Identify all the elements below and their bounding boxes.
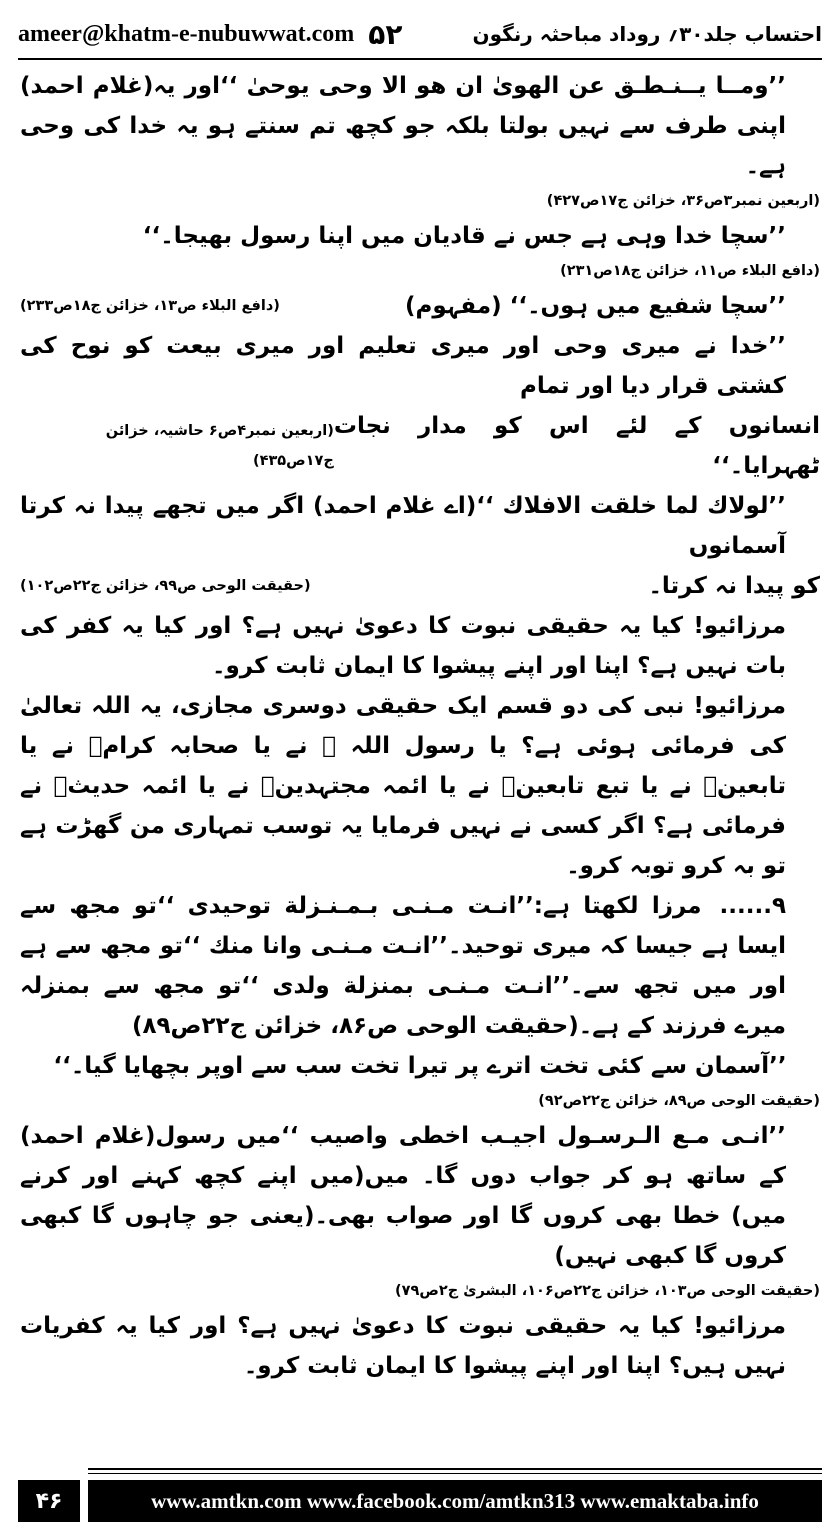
paragraph: مرزائیو! کیا یہ حقیقی نبوت کا دعویٰ نہیں ہے؟ اور کیا یہ کفریات نہیں ہیں؟ اپنا اور اپنے پیشوا کا ایمان ثابت کرو۔: [20, 1313, 786, 1379]
paragraph-with-reference: [20, 286, 820, 326]
page-header: [18, 14, 822, 54]
paragraph-with-reference: [20, 406, 820, 486]
footer-divider: [88, 1468, 822, 1470]
header-page-number: ۵۲: [368, 17, 403, 51]
header-email: ameer@khatm-e-nubuwwat.com: [18, 20, 355, 47]
reference: (حقیقت الوحی ص۹۹، خزائن ج۲۲ص۱۰۲): [20, 578, 311, 594]
paragraph: ’’ومــا یــنـطـق عن الهوىٰ ان هو الا وحى يوحىٰ ‘‘اور یہ(غلام احمد) اپنی طرف سے نہیں بولتا بلکہ جو کچھ تم سنتے ہو یہ خدا کی وحی ہے۔: [20, 73, 786, 179]
paragraph: ’’سچا خدا وہی ہے جس نے قادیان میں اپنا رسول بھیجا۔‘‘: [142, 223, 786, 249]
footer-divider-thin: [88, 1473, 822, 1474]
reference: (حقیقت الوحی ص۱۰۳، خزائن ج۲۲ص۱۰۶، البشریٰ ج۲ص۷۹): [395, 1283, 820, 1299]
paragraph: ’’خدا نے میری وحی اور میری تعلیم اور میری بیعت کو نوح کی کشتی قرار دیا اور تمام: [20, 333, 786, 399]
reference: (دافع البلاء ص۱۱، خزائن ج۱۸ص۲۳۱): [560, 263, 820, 279]
header-book-title: احتساب جلد۳۰؍ روداد مباحثہ رنگون: [472, 22, 822, 46]
reference: (حقیقت الوحی ص۸۹، خزائن ج۲۲ص۹۲): [538, 1093, 820, 1109]
paragraph: ’’لولاك لما خلقت الافلاك ‘‘(اے غلام احمد) اگر میں تجھے پیدا نہ کرتا آسمانوں: [20, 493, 786, 559]
paragraph: مرزائیو! نبی کی دو قسم ایک حقیقی دوسری مجازی، یہ اللہ تعالیٰ کی فرمائی ہوئی ہے؟ یا رسول اللہ ﷺ نے یا صحابہ کرامؓ نے یا تابعینؒ نے یا تبع تابعینؒ نے یا ائمہ مجتہدینؒ نے یا ائمہ حدیثؒ نے فرمائی ہے؟ اگر کسی نے نہیں فرمایا یہ توسب تمہاری من گھڑت ہے تو بہ کرو توبہ کرو۔: [20, 693, 786, 879]
paragraph-with-reference: [20, 566, 820, 606]
reference: (دافع البلاء ص۱۳، خزائن ج۱۸ص۲۳۳): [20, 298, 280, 314]
paragraph: کو پیدا نہ کرتا۔: [648, 573, 820, 599]
page-body: [20, 66, 820, 1462]
footer-links[interactable]: www.amtkn.com www.facebook.com/amtkn313 www.emaktaba.info: [88, 1480, 822, 1522]
reference: (اربعین نمبر۴ص۶ حاشیہ، خزائن ج۱۷ص۴۳۵): [105, 423, 334, 469]
paragraph: ’’انـی مـع الـرسـول اجیـب اخطى واصيب ‘‘میں رسول(غلام احمد) کے ساتھ ہو کر جواب دوں گا۔ میں(میں اپنے کچھ کہنے اور کرنے میں) خطا بھی کروں گا اور صواب بھی۔(یعنی جو چاہوں گا کبھی کروں گا کبھی نہیں): [20, 1123, 786, 1269]
header-divider: [18, 58, 822, 60]
item-number: ۹......: [719, 893, 786, 919]
numbered-paragraph: [20, 886, 820, 1046]
reference: (اربعین نمبر۳ص۳۶، خزائن ج۱۷ص۴۲۷): [546, 193, 820, 209]
paragraph: انسانوں کے لئے اس کو مدار نجات ٹھہرایا۔‘‘: [333, 413, 820, 479]
page-footer: [18, 1468, 822, 1528]
footer-page-number: ۴۶: [18, 1480, 80, 1522]
paragraph: ’’سچا شفیع میں ہوں۔‘‘ (مفہوم): [405, 293, 786, 319]
paragraph: ’’آسمان سے کئی تخت اترے پر تیرا تخت سب سے اوپر بچھایا گیا۔‘‘: [53, 1053, 787, 1079]
header-left: [18, 18, 402, 51]
paragraph-text: مرزا لکھتا ہے:’’انـت مـنـی بـمـنـزلة توحيدى ‘‘تو مجھ سے ایسا ہے جیسا کہ میری توحید۔’’انـت مـنـی وانا منك ‘‘تو مجھ سے ہے اور میں تجھ سے۔’’انـت مـنـی بمنزلة ولدى ‘‘تو مجھ سے بمنزلہ میرے فرزند کے ہے۔(حقیقت الوحی ص۸۶، خزائن ج۲۲ص۸۹): [20, 893, 786, 1039]
paragraph: مرزائیو! کیا یہ حقیقی نبوت کا دعویٰ نہیں ہے؟ اور کیا یہ کفر کی بات نہیں ہے؟ اپنا اور اپنے پیشوا کا ایمان ثابت کرو۔: [20, 613, 786, 679]
